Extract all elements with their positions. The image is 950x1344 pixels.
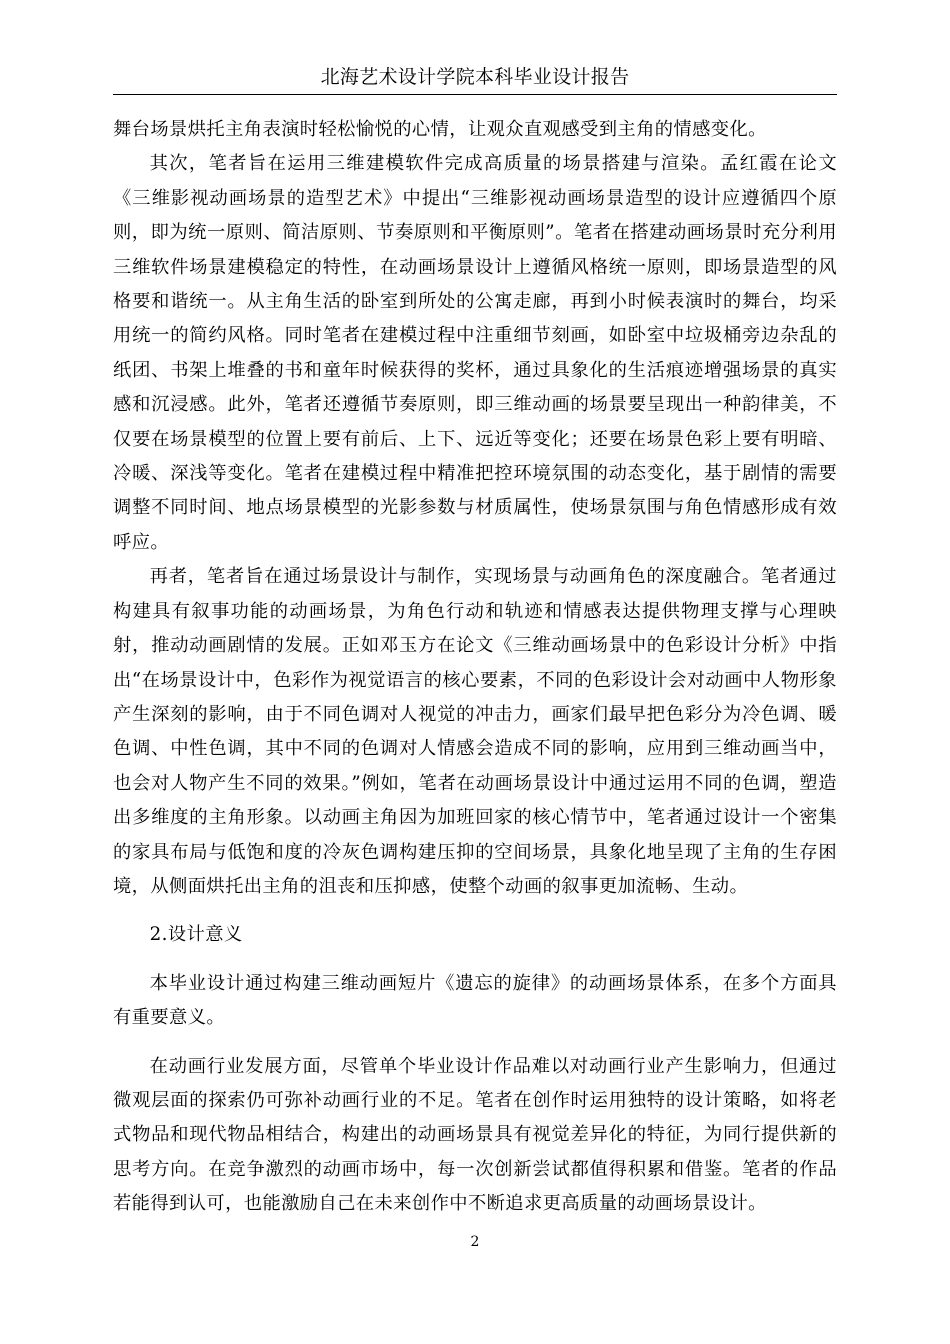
page-number: 2 [470, 1234, 480, 1250]
paragraph-significance-intro: 本毕业设计通过构建三维动画短片《遗忘的旋律》的动画场景体系，在多个方面具有重要意义。 [113, 972, 837, 1029]
paragraph-industry-development: 在动画行业发展方面，尽管单个毕业设计作品难以对动画行业产生影响力，但通过微观层面的探索仍可弥补动画行业的不足。笔者在创作时运用独特的设计策略，如将老式物品和现代物品相结合，构建出的动画场景具有视觉差异化的特征，为同行提供新的思考方向。在竞争激烈的动画市场中，每一次创新尝试都值得积累和借鉴。笔者的作品若能得到认可，也能激励自己在未来创作中不断追求更高质量的动画场景设计。 [113, 1055, 837, 1215]
paragraph-scene-modeling: 其次，笔者旨在运用三维建模软件完成高质量的场景搭建与渲染。孟红霞在论文《三维影视动画场景的造型艺术》中提出“三维影视动画场景造型的设计应遵循四个原则，即为统一原则、简洁原则、节奏原则和平衡原则”。笔者在搭建动画场景时充分利用三维软件场景建模稳定的特性，在动画场景设计上遵循风格统一原则，即场景造型的风格要和谐统一。从主角生活的卧室到所处的公寓走廊，再到小时候表演时的舞台，均采用统一的简约风格。同时笔者在建模过程中注重细节刻画，如卧室中垃圾桶旁边杂乱的纸团、书架上堆叠的书和童年时候获得的奖杯，通过具象化的生活痕迹增强场景的真实感和沉浸感。此外，笔者还遵循节奏原则，即三维动画的场景要呈现出一种韵律美，不仅要在场景模型的位置上要有前后、上下、远近等变化；还要在场景色彩上要有明暗、冷暖、深浅等变化。笔者在建模过程中精准把控环境氛围的动态变化，基于剧情的需要调整不同时间、地点场景模型的光影参数与材质属性，使场景氛围与角色情感形成有效呼应。 [113, 153, 837, 553]
body-text [113, 113, 837, 1222]
running-header: 北海艺术设计学院本科毕业设计报告 [320, 66, 630, 88]
section-heading: 2.设计意义 [149, 924, 243, 946]
header-divider [113, 94, 837, 95]
paragraph-continuation: 舞台场景烘托主角表演时轻松愉悦的心情，让观众直观感受到主角的情感变化。 [113, 119, 767, 140]
paragraph-scene-character-fusion: 再者，笔者旨在通过场景设计与制作，实现场景与动画角色的深度融合。笔者通过构建具有叙事功能的动画场景，为角色行动和轨迹和情感表达提供物理支撑与心理映射，推动动画剧情的发展。正如邓玉方在论文《三维动画场景中的色彩设计分析》中指出“在场景设计中，色彩作为视觉语言的核心要素，不同的色彩设计会对动画中人物形象产生深刻的影响，由于不同色调对人视觉的冲击力，画家们最早把色彩分为冷色调、暖色调、中性色调，其中不同的色调对人情感会造成不同的影响，应用到三维动画当中，也会对人物产生不同的效果。”例如，笔者在动画场景设计中通过运用不同的色调，塑造出多维度的主角形象。以动画主角因为加班回家的核心情节中，笔者通过设计一个密集的家具布局与低饱和度的冷灰色调构建压抑的空间场景，具象化地呈现了主角的生存困境，从侧面烘托出主角的沮丧和压抑感，使整个动画的叙事更加流畅、生动。 [113, 566, 837, 897]
